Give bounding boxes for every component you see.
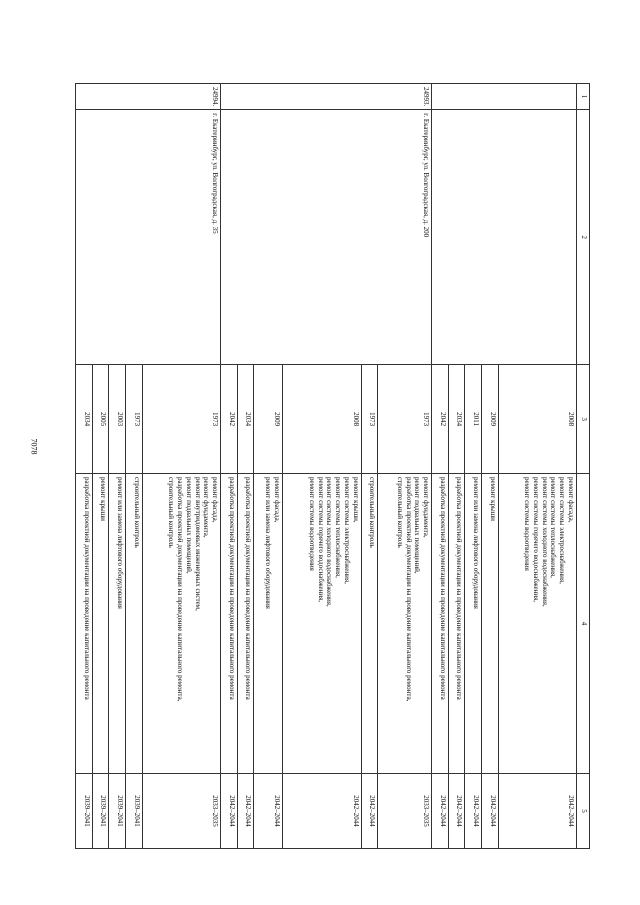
rotated-table-wrapper xyxy=(75,83,590,849)
work-type-cell: разработка проектной документации на проведение капитального ремонта xyxy=(448,474,465,774)
year-cell: 1973 xyxy=(361,365,378,474)
table-row xyxy=(142,84,220,849)
year-cell: 2008 xyxy=(498,365,576,474)
work-type-cell: ремонт или замена лифтового оборудования xyxy=(109,474,126,774)
work-type-cell: ремонт фундамента, ремонт подвальных помещений, разработка проектной документации на проведение капитального ремонта, строительный контроль xyxy=(378,474,432,774)
header-row xyxy=(577,84,590,849)
year-cell: 2034 xyxy=(448,365,465,474)
period-cell: 2042–2044 xyxy=(481,774,498,849)
year-cell: 2011 xyxy=(465,365,482,474)
table-row xyxy=(498,84,576,849)
period-cell: 2042–2044 xyxy=(361,774,378,849)
work-type-cell: разработка проектной документации на проведение капитального ремонта xyxy=(432,474,449,774)
period-cell: 2042–2044 xyxy=(432,774,449,849)
work-type-cell: разработка проектной документации на проведение капитального ремонта xyxy=(221,474,238,774)
year-cell: 2042 xyxy=(432,365,449,474)
year-cell: 1973 xyxy=(142,365,220,474)
object-address: г. Екатеринбург, ул. Волгоградская, д. 200 xyxy=(221,110,432,365)
work-type-cell: строительный контроль xyxy=(361,474,378,774)
work-type-cell: ремонт фасада, ремонт или замена лифтового оборудования xyxy=(254,474,283,774)
object-number xyxy=(432,84,577,110)
table-row xyxy=(378,84,432,849)
column-header-2: 2 xyxy=(577,110,590,365)
year-cell: 2003 xyxy=(109,365,126,474)
year-cell: 2034 xyxy=(237,365,254,474)
year-cell: 2005 xyxy=(92,365,109,474)
object-number: 24994. xyxy=(76,84,221,110)
period-cell: 2039–2041 xyxy=(92,774,109,849)
year-cell: 2009 xyxy=(254,365,283,474)
table-body xyxy=(76,84,577,849)
work-type-cell: ремонт фасада, ремонт фундамента, ремонт внутридомовых инженерных систем, ремонт подвальных помещений, разработка проектной документации на проведение капитального ремонта, строительный контроль xyxy=(142,474,220,774)
period-cell: 2042–2044 xyxy=(465,774,482,849)
period-cell: 2042–2044 xyxy=(283,774,361,849)
year-cell: 2009 xyxy=(481,365,498,474)
year-cell: 1973 xyxy=(378,365,432,474)
column-header-5: 5 xyxy=(577,774,590,849)
period-cell: 2033–2035 xyxy=(142,774,220,849)
work-type-cell: разработка проектной документации на проведение капитального ремонта xyxy=(76,474,93,774)
capital-repair-table xyxy=(75,83,590,849)
period-cell: 2039–2041 xyxy=(109,774,126,849)
object-address: г. Екатеринбург, ул. Волгоградская, д. 35 xyxy=(76,110,221,365)
period-cell: 2042–2044 xyxy=(498,774,576,849)
work-type-cell: ремонт крыши, ремонт системы электроснабжения, ремонт системы теплоснабжения, ремонт системы холодного водоснабжения, ремонт системы горячего водоснабжения, ремонт системы водоотведения xyxy=(283,474,361,774)
page-number: 7078 xyxy=(29,438,39,455)
object-number: 24993. xyxy=(221,84,432,110)
table-header xyxy=(577,84,590,849)
work-type-cell: ремонт фасада, ремонт системы электроснабжения, ремонт системы теплоснабжения, ремонт системы холодного водоснабжения, ремонт системы горячего водоснабжения, ремонт системы водоотведения xyxy=(498,474,576,774)
year-cell: 1973 xyxy=(125,365,142,474)
work-type-cell: ремонт крыши xyxy=(481,474,498,774)
work-type-cell: ремонт крыши xyxy=(92,474,109,774)
year-cell: 2034 xyxy=(76,365,93,474)
column-header-4: 4 xyxy=(577,474,590,774)
object-address xyxy=(432,110,577,365)
work-type-cell: разработка проектной документации на проведение капитального ремонта xyxy=(237,474,254,774)
period-cell: 2042–2044 xyxy=(221,774,238,849)
period-cell: 2042–2044 xyxy=(237,774,254,849)
work-type-cell: ремонт или замена лифтового оборудования xyxy=(465,474,482,774)
column-header-1: 1 xyxy=(577,84,590,110)
period-cell: 2042–2044 xyxy=(254,774,283,849)
period-cell: 2033–2035 xyxy=(378,774,432,849)
period-cell: 2039–2041 xyxy=(125,774,142,849)
period-cell: 2039–2041 xyxy=(76,774,93,849)
period-cell: 2042–2044 xyxy=(448,774,465,849)
column-header-3: 3 xyxy=(577,365,590,474)
year-cell: 2042 xyxy=(221,365,238,474)
work-type-cell: строительный контроль xyxy=(125,474,142,774)
document-sheet xyxy=(75,83,590,849)
year-cell: 2008 xyxy=(283,365,361,474)
